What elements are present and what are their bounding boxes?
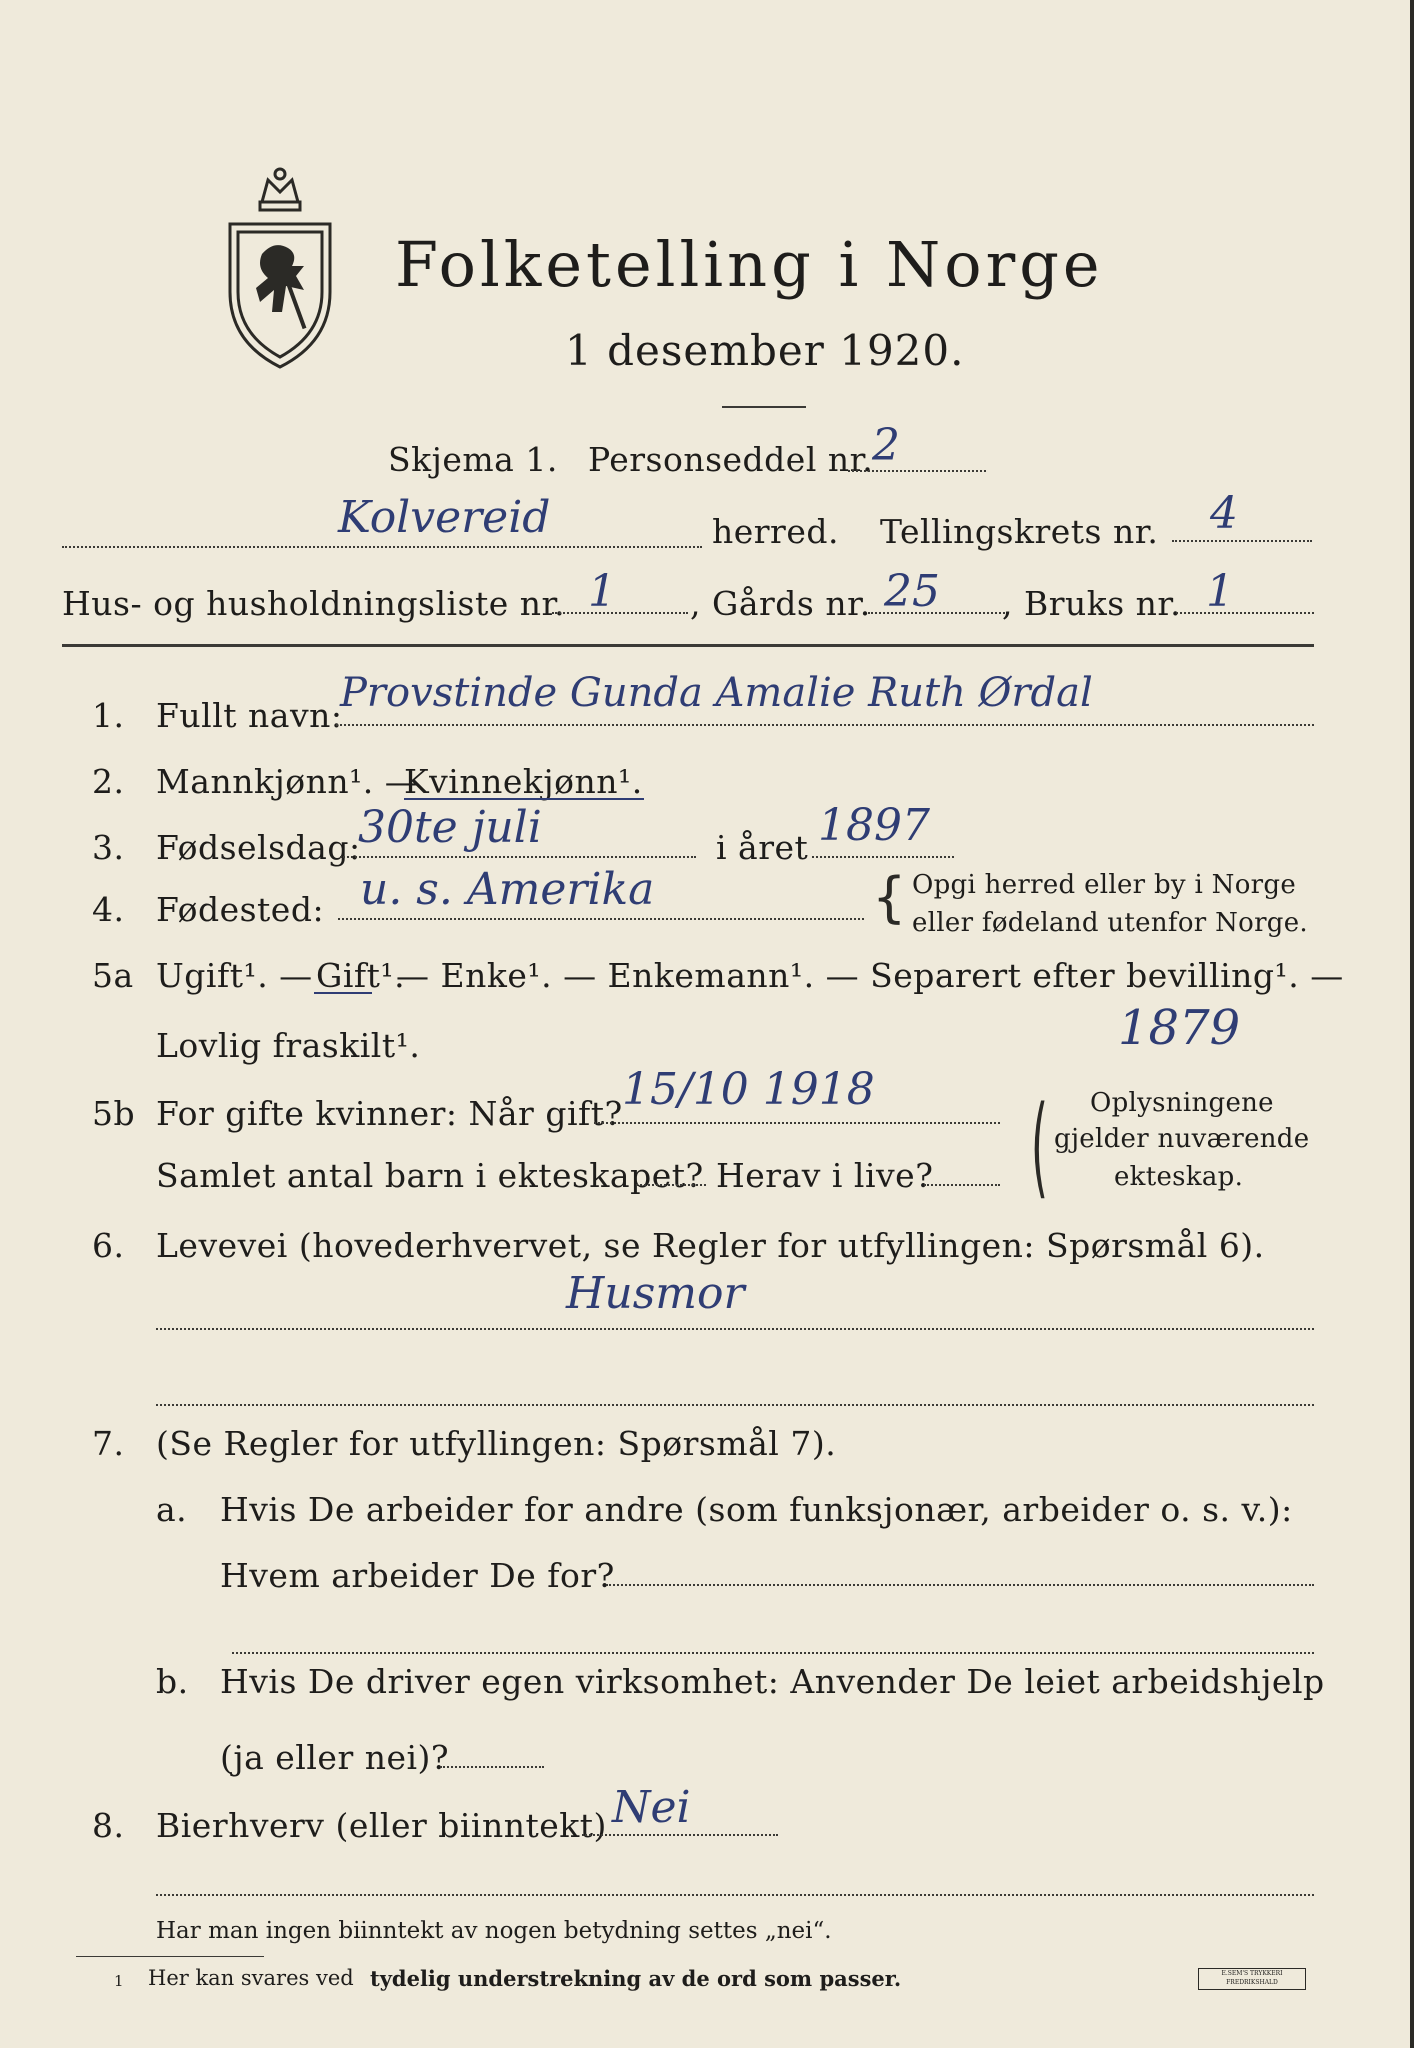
footnote-text-plain: Her kan svares ved: [148, 1966, 354, 1990]
q5a-ugift-option[interactable]: Ugift¹. —: [156, 956, 313, 995]
q4-note-line1: Opgi herred eller by i Norge: [912, 870, 1297, 900]
herred-field-line: [62, 546, 702, 548]
birth-date-field[interactable]: 30te juli: [358, 802, 542, 853]
title-divider: [722, 406, 806, 408]
tellingskrets-label: Tellingskrets nr.: [880, 512, 1159, 551]
herred-field[interactable]: Kolvereid: [338, 492, 551, 543]
footnote-text-bold: tydelig understrekning av de ord som passer.: [370, 1966, 902, 1991]
q5a-fraskilt-option[interactable]: Lovlig fraskilt¹.: [156, 1026, 421, 1065]
q8-number: 8.: [92, 1806, 125, 1845]
q8-field-line: [582, 1834, 778, 1836]
q5b-note-brace: (: [1030, 1082, 1049, 1210]
q7a-hvem-field-line[interactable]: [606, 1584, 1314, 1586]
tellingskrets-field[interactable]: 4: [1210, 488, 1238, 539]
q8-extra-field-line: [156, 1894, 1314, 1896]
q5b-note-line1: Oplysningene: [1090, 1088, 1274, 1118]
q4-field-line: [338, 918, 864, 920]
q6-number: 6.: [92, 1226, 125, 1265]
q1-label: Fullt navn:: [156, 696, 343, 735]
q7-number: 7.: [92, 1424, 125, 1463]
side-income-field[interactable]: Nei: [612, 1782, 691, 1833]
header-separator: [62, 644, 1314, 647]
personseddel-field[interactable]: 2: [872, 420, 900, 471]
husliste-field[interactable]: 1: [588, 566, 616, 617]
q4-label: Fødested:: [156, 890, 325, 929]
q3-date-field-line: [340, 856, 696, 858]
occupation-field[interactable]: Husmor: [566, 1268, 745, 1319]
q5b-note-line2: gjelder nuværende: [1054, 1124, 1310, 1154]
page-edge: [1410, 0, 1414, 2048]
q7-label: (Se Regler for utfyllingen: Spørsmål 7).: [156, 1424, 837, 1463]
bruks-field-line: [1176, 612, 1314, 614]
q7a-extra-field-line[interactable]: [232, 1652, 1314, 1654]
q5a-gift-option[interactable]: Gift¹.: [316, 956, 406, 995]
q5b-ilive-field-line[interactable]: [924, 1184, 1000, 1186]
q7a-hvem-label: Hvem arbeider De for?: [220, 1556, 615, 1595]
q7a-letter: a.: [156, 1490, 188, 1529]
bruks-field[interactable]: 1: [1206, 566, 1234, 617]
q7b-field-line[interactable]: [440, 1766, 544, 1768]
gift-underline-mark: [314, 992, 372, 994]
q7b-line2: (ja eller nei)?: [220, 1738, 450, 1777]
q7b-letter: b.: [156, 1662, 189, 1701]
footer-note: Har man ingen biinntekt av nogen betydning settes „nei“.: [156, 1918, 832, 1944]
q5b-barn-field-line[interactable]: [636, 1184, 706, 1186]
q5a-number: 5a: [92, 956, 134, 995]
q3-year-label: i året: [716, 828, 809, 867]
q2-male-option[interactable]: Mannkjønn¹. —: [156, 762, 419, 801]
q3-number: 3.: [92, 828, 125, 867]
q5b-note-line3: ekteskap.: [1114, 1162, 1244, 1192]
gards-label: , Gårds nr.: [690, 584, 871, 623]
q5b-number: 5b: [92, 1094, 136, 1133]
q7a-label: Hvis De arbeider for andre (som funksjonær, arbeider o. s. v.):: [220, 1490, 1293, 1529]
q8-label: Bierhverv (eller biinntekt): [156, 1806, 607, 1845]
gards-field[interactable]: 25: [884, 566, 940, 617]
birth-year-field[interactable]: 1897: [818, 800, 930, 851]
q5b-barn-label: Samlet antal barn i ekteskapet?: [156, 1156, 704, 1195]
footnote-mark: 1: [114, 1972, 124, 1990]
full-name-field[interactable]: Provstinde Gunda Amalie Ruth Ørdal: [340, 670, 1093, 716]
q6-label: Levevei (hovederhvervet, se Regler for utfyllingen: Spørsmål 6).: [156, 1226, 1265, 1265]
census-date: 1 desember 1920.: [565, 326, 965, 375]
skjema-label: Skjema 1.: [388, 440, 558, 479]
husliste-field-line: [552, 612, 688, 614]
q5b-label: For gifte kvinner: Når gift?: [156, 1094, 623, 1133]
q4-note-line2: eller fødeland utenfor Norge.: [912, 908, 1308, 938]
q6-field-line-1: [156, 1328, 1314, 1330]
q6-field-line-2[interactable]: [156, 1404, 1314, 1406]
footnote-divider: [76, 1956, 264, 1957]
q1-field-line: [336, 724, 1314, 726]
form-title: Folketelling i Norge: [395, 228, 1104, 301]
personseddel-label: Personseddel nr.: [588, 440, 874, 479]
q3-label: Fødselsdag:: [156, 828, 361, 867]
birthplace-field[interactable]: u. s. Amerika: [360, 864, 655, 915]
husliste-label: Hus- og husholdningsliste nr.: [62, 584, 566, 623]
q3-year-field-line: [812, 856, 954, 858]
q2-number: 2.: [92, 762, 125, 801]
herred-label: herred.: [712, 512, 839, 551]
personseddel-field-line: [848, 470, 986, 472]
q2-female-option[interactable]: Kvinnekjønn¹.: [404, 762, 643, 801]
q7b-label: Hvis De driver egen virksomhet: Anvender De leiet arbeidshjelp: [220, 1662, 1325, 1701]
female-underline-mark: [404, 798, 644, 800]
q1-number: 1.: [92, 696, 125, 735]
tellingskrets-field-line: [1172, 540, 1312, 542]
q4-note-brace: {: [872, 866, 907, 929]
q4-number: 4.: [92, 890, 125, 929]
q5b-field-line: [594, 1122, 1000, 1124]
q5b-ilive-label: Herav i live?: [716, 1156, 934, 1195]
q5a-other-options[interactable]: — Enke¹. — Enkemann¹. — Separert efter bevilling¹. —: [396, 956, 1344, 995]
marriage-date-field[interactable]: 15/10 1918: [622, 1064, 875, 1115]
norway-coat-of-arms-icon: [222, 162, 338, 372]
printer-stamp: E.SEM'S TRYKKERI FREDRIKSHALD: [1198, 1968, 1306, 1990]
bruks-label: , Bruks nr.: [1002, 584, 1182, 623]
q5a-margin-note: 1879: [1118, 1000, 1241, 1056]
